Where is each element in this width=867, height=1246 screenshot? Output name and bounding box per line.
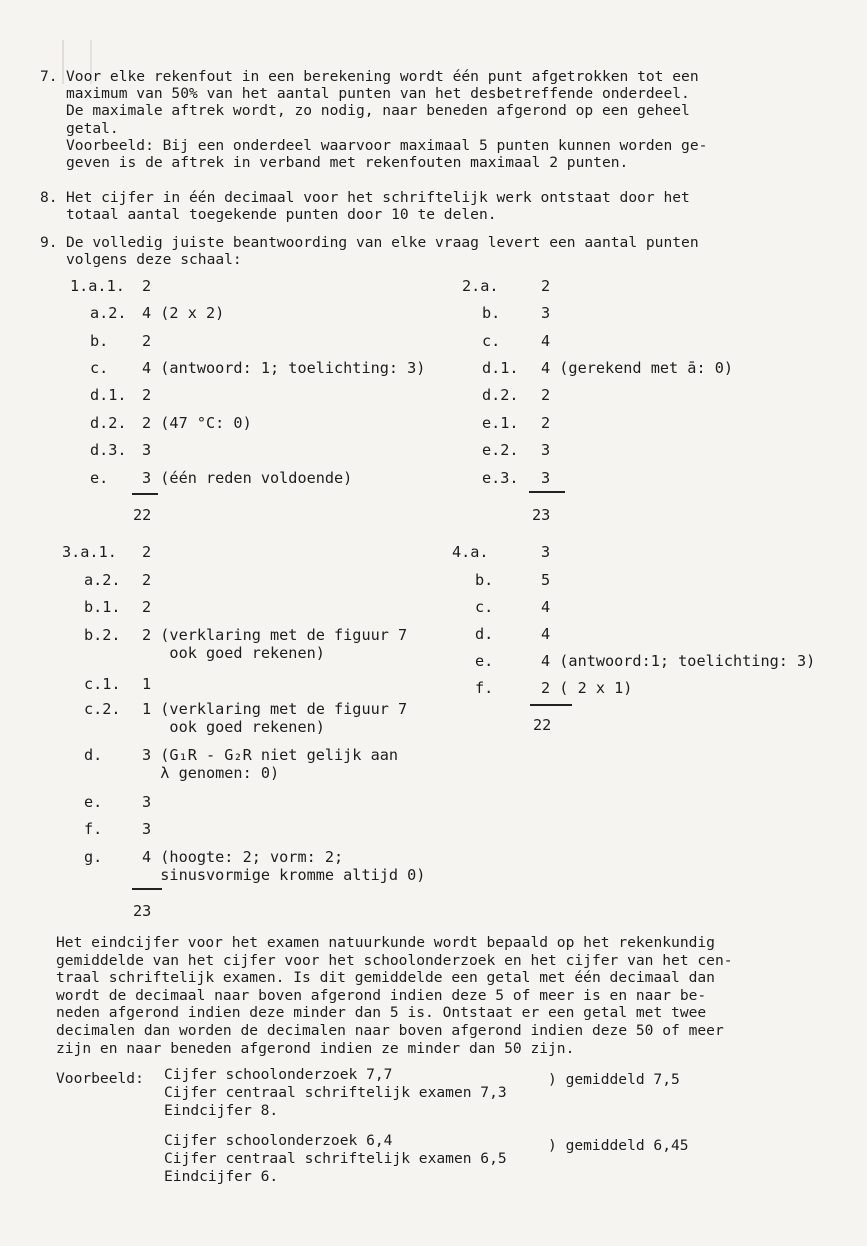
- score-points: 1: [142, 675, 152, 693]
- score-points: 2 ( 2 x 1): [541, 679, 633, 697]
- score-points: 2 (verklaring met de figuur 7 ook goed rekenen): [142, 626, 408, 662]
- total-rule: [132, 888, 162, 890]
- score-label: b.2.: [84, 626, 121, 644]
- final-grade-text: Het eindcijfer voor het examen natuurkunde wordt bepaald op het rekenkundig gemiddelde van het cijfer voor het schoolonderzoek en het cijfer van het cen- traal schriftelijk examen. Is dit gemiddelde een getal met één decimaal dan wordt de decimaal naar boven afgerond indien deze 5 of meer is en naar be- neden afgerond indien deze minder dan 5 is. Ontstaat er een getal met twee decimalen dan worden de decimalen naar boven afgerond indien deze 50 of meer zijn en naar beneden afgerond indien ze minder dan 50 zijn.: [56, 934, 733, 1057]
- score-label: e.2.: [482, 441, 519, 459]
- score-points: 2 (47 °C: 0): [142, 414, 252, 432]
- score-points: 4 (hoogte: 2; vorm: 2; sinusvormige kromme altijd 0): [142, 848, 426, 884]
- score-label: c.: [90, 359, 109, 377]
- score-label: c.: [482, 332, 501, 350]
- score-label: d.1.: [482, 359, 519, 377]
- score-points: 4: [541, 598, 551, 616]
- score-points: 1 (verklaring met de figuur 7 ook goed rekenen): [142, 700, 408, 736]
- score-points: 3: [541, 441, 551, 459]
- score-label: g.: [84, 848, 103, 866]
- score-points: 3: [142, 793, 152, 811]
- score-points: 3: [541, 469, 551, 487]
- score-points: 2: [541, 386, 551, 404]
- score-points: 2: [142, 598, 152, 616]
- score-points: 3 (één reden voldoende): [142, 469, 353, 487]
- score-points: 5: [541, 571, 551, 589]
- score-points: 2: [541, 277, 551, 295]
- score-total: 22: [133, 506, 152, 524]
- score-label: f.: [84, 820, 103, 838]
- score-points: 3: [142, 820, 152, 838]
- example-2-school: Cijfer schoolonderzoek 6,4: [164, 1132, 393, 1149]
- example-2-central: Cijfer centraal schriftelijk examen 6,5: [164, 1150, 507, 1167]
- score-label: f.: [475, 679, 494, 697]
- score-label: 4.a.: [452, 543, 489, 561]
- score-points: 4: [541, 625, 551, 643]
- score-total: 23: [532, 506, 551, 524]
- score-label: 3.a.1.: [62, 543, 117, 561]
- score-label: b.: [475, 571, 494, 589]
- rule-number: 8.: [40, 189, 58, 206]
- score-label: e.: [84, 793, 103, 811]
- rule-9: [40, 234, 826, 268]
- example-1-final: Eindcijfer 8.: [164, 1102, 279, 1119]
- score-points: 2: [541, 414, 551, 432]
- rule-8: [40, 189, 826, 223]
- score-label: 2.a.: [462, 277, 499, 295]
- score-points: 2: [142, 386, 152, 404]
- score-points: 2: [142, 277, 152, 295]
- score-label: 1.a.1.: [70, 277, 125, 295]
- rule-text: De volledig juiste beantwoording van elke vraag levert een aantal punten volgens deze schaal:: [66, 234, 699, 269]
- score-points: 2: [142, 571, 152, 589]
- score-points: 4: [541, 332, 551, 350]
- rule-text: Voor elke rekenfout in een berekening wordt één punt afgetrokken tot een maximum van 50% van het aantal punten van het desbetreffende onderdeel. De maximale aftrek wordt, zo nodig, naar beneden afgerond op een geheel getal. Voorbeeld: Bij een onderdeel waarvoor maximaal 5 punten kunnen worden ge- geven is de aftrek in verband met rekenfouten maximaal 2 punten.: [66, 68, 708, 172]
- score-label: d.: [84, 746, 103, 764]
- score-label: e.1.: [482, 414, 519, 432]
- score-label: c.1.: [84, 675, 121, 693]
- example-1-average: ) gemiddeld 7,5: [548, 1071, 680, 1088]
- score-points: 3: [541, 543, 551, 561]
- score-label: d.2.: [90, 414, 127, 432]
- score-label: d.2.: [482, 386, 519, 404]
- example-2-average: ) gemiddeld 6,45: [548, 1137, 689, 1154]
- example-2-final: Eindcijfer 6.: [164, 1168, 279, 1185]
- example-1-school: Cijfer schoolonderzoek 7,7: [164, 1066, 393, 1083]
- total-rule: [530, 704, 572, 706]
- score-label: a.2.: [90, 304, 127, 322]
- score-label: d.: [475, 625, 494, 643]
- example-label: Voorbeeld:: [56, 1070, 144, 1087]
- score-label: b.1.: [84, 598, 121, 616]
- example-1-central: Cijfer centraal schriftelijk examen 7,3: [164, 1084, 507, 1101]
- score-label: c.2.: [84, 700, 121, 718]
- score-label: a.2.: [84, 571, 121, 589]
- score-label: e.: [90, 469, 109, 487]
- score-label: d.3.: [90, 441, 127, 459]
- score-points: 2: [142, 332, 152, 350]
- score-label: e.: [475, 652, 494, 670]
- score-points: 3 (G₁R - G₂R niet gelijk aan λ genomen: 0): [142, 746, 399, 782]
- score-points: 4 (2 x 2): [142, 304, 225, 322]
- score-total: 23: [133, 902, 152, 920]
- score-points: 2: [142, 543, 152, 561]
- rule-text: Het cijfer in één decimaal voor het schriftelijk werk ontstaat door het totaal aantal toegekende punten door 10 te delen.: [66, 189, 690, 224]
- score-points: 4 (antwoord: 1; toelichting: 3): [142, 359, 426, 377]
- score-points: 4 (antwoord:1; toelichting: 3): [541, 652, 816, 670]
- score-points: 4 (gerekend met ā: 0): [541, 359, 734, 377]
- score-points: 3: [142, 441, 152, 459]
- rule-7: [40, 68, 826, 171]
- total-rule: [529, 491, 565, 493]
- score-label: b.: [90, 332, 109, 350]
- rule-number: 9.: [40, 234, 58, 251]
- score-label: e.3.: [482, 469, 519, 487]
- score-total: 22: [533, 716, 552, 734]
- total-rule: [132, 493, 158, 495]
- score-label: b.: [482, 304, 501, 322]
- score-label: c.: [475, 598, 494, 616]
- score-points: 3: [541, 304, 551, 322]
- score-label: d.1.: [90, 386, 127, 404]
- rule-number: 7.: [40, 68, 58, 85]
